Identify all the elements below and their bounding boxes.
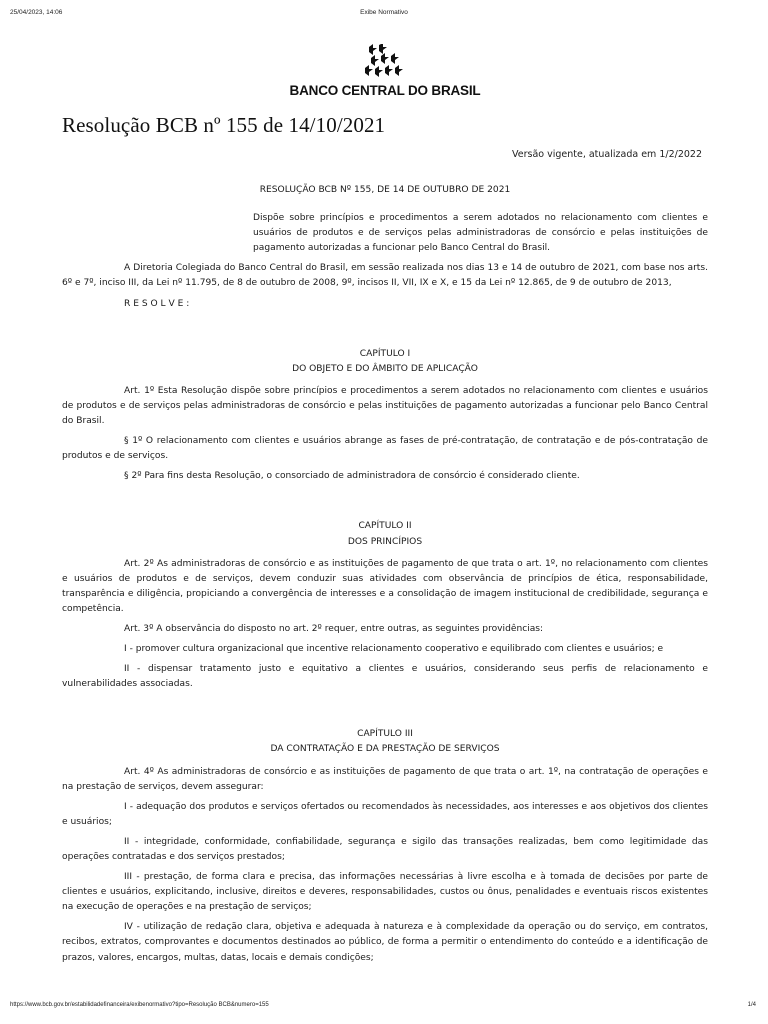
document-title: Resolução BCB nº 155 de 14/10/2021: [62, 113, 386, 137]
resolution-heading: RESOLUÇÃO BCB Nº 155, DE 14 DE OUTUBRO DE 2021: [259, 185, 511, 195]
article-4: Art. 4º As administradoras de consórcio e as instituições de pagamento de que trata o art. 1º, na contratação de operações e na prestação de serviços, devem assegurar:: [62, 766, 708, 792]
print-url: https://www.bcb.gov.br/estabilidadefinanceira/exibenormativo?tipo=Resolução BCB&numero=155: [10, 1002, 269, 1008]
article-4-item-2: II - integridade, conformidade, confiabilidade, segurança e sigilo das transações realizadas, bem como legitimidade das operações contratadas e dos serviços prestados;: [62, 836, 708, 862]
article-4-item-4: IV - utilização de redação clara, objetiva e adequada à natureza e à complexidade da operação ou do serviço, em contratos, recibos, extratos, comprovantes e documentos destinados ao público, de forma a permitir o entendimento do conteúdo e a identificação de prazos, valores, encargos, multas, datas, locais e demais condições;: [62, 922, 708, 963]
article-3-item-2: II - dispensar tratamento justo e equitativo a clientes e usuários, considerando seus perfis de relacionamento e vulnerabilidades associadas.: [62, 664, 708, 690]
article-1-paragraph-1: § 1º O relacionamento com clientes e usuários abrange as fases de pré-contratação, de contratação e de pós-contratação de produtos e de serviços.: [62, 436, 708, 462]
bcb-logo: [282, 44, 488, 98]
resolve-line: R E S O L V E :: [124, 298, 190, 309]
article-3: Art. 3º A observância do disposto no art. 2º requer, entre outras, as seguintes providências:: [124, 623, 544, 634]
print-page-number: 1/4: [747, 1002, 756, 1008]
bcb-logo-name: BANCO CENTRAL DO BRASIL: [289, 83, 481, 98]
article-1-paragraph-2: § 2º Para fins desta Resolução, o consorciado de administradora de consórcio é considerado cliente.: [124, 471, 580, 482]
version-note: Versão vigente, atualizada em 1/2/2022: [511, 149, 702, 160]
article-4-item-3: III - prestação, de forma clara e precisa, das informações necessárias à livre escolha e à tomada de decisões por parte de clientes e usuários, explicitando, inclusive, direitos e deveres, responsabilidades, custos ou ônus, penalidades e eventuais riscos existentes na execução de operações e na prestação de serviços;: [62, 872, 708, 913]
print-page-title: Exibe Normativo: [360, 9, 408, 16]
preamble: A Diretoria Colegiada do Banco Central do Brasil, em sessão realizada nos dias 13 e 14 de outubro de 2021, com base nos arts. 6º e 7º, inciso III, da Lei nº 11.795, de 8 de outubro de 2008, 9º, incisos II, VII, IX e X, e 15 da Lei nº 12.865, de 9 de outubro de 2013,: [62, 263, 708, 289]
article-3-item-1: I - promover cultura organizacional que incentive relacionamento cooperativo e equilibrado com clientes e usuários; e: [124, 644, 664, 655]
document-body: [62, 183, 708, 966]
chapter-3-label: CAPÍTULO III: [357, 729, 413, 740]
chapter-1-label: CAPÍTULO I: [359, 348, 411, 359]
chapter-2-name: DOS PRINCÍPIOS: [347, 536, 423, 547]
chapter-1-name: DO OBJETO E DO ÂMBITO DE APLICAÇÃO: [292, 363, 478, 374]
chapter-2-label: CAPÍTULO II: [358, 521, 412, 532]
chapter-3-name: DA CONTRATAÇÃO E DA PRESTAÇÃO DE SERVIÇOS: [270, 744, 500, 755]
article-4-item-1: I - adequação dos produtos e serviços ofertados ou recomendados às necessidades, aos interesses e aos objetivos dos clientes e usuários;: [62, 801, 708, 827]
article-1: Art. 1º Esta Resolução dispõe sobre princípios e procedimentos a serem adotados no relacionamento com clientes e usuários de produtos e de serviços pelas administradoras de consórcio e pelas instituições de pagamento autorizadas a funcionar pelo Banco Central do Brasil.: [62, 385, 708, 427]
article-2: Art. 2º As administradoras de consórcio e as instituições de pagamento de que trata o art. 1º, no relacionamento com clientes e usuários de produtos e de serviços, devem conduzir suas atividades com observância de princípios de ética, responsabilidade, transparência e diligência, propiciando a convergência de interesses e a consolidação de imagem institucional de credibilidade, segurança e competência.: [62, 558, 708, 614]
print-datetime: 25/04/2023, 14:06: [10, 9, 63, 16]
bcb-emblem-icon: [364, 44, 406, 82]
ementa: Dispõe sobre princípios e procedimentos a serem adotados no relacionamento com clientes e usuários de produtos e de serviços pelas administradoras de consórcio e pelas instituições de pagamento autorizadas a funcionar pelo Banco Central do Brasil.: [253, 213, 708, 254]
